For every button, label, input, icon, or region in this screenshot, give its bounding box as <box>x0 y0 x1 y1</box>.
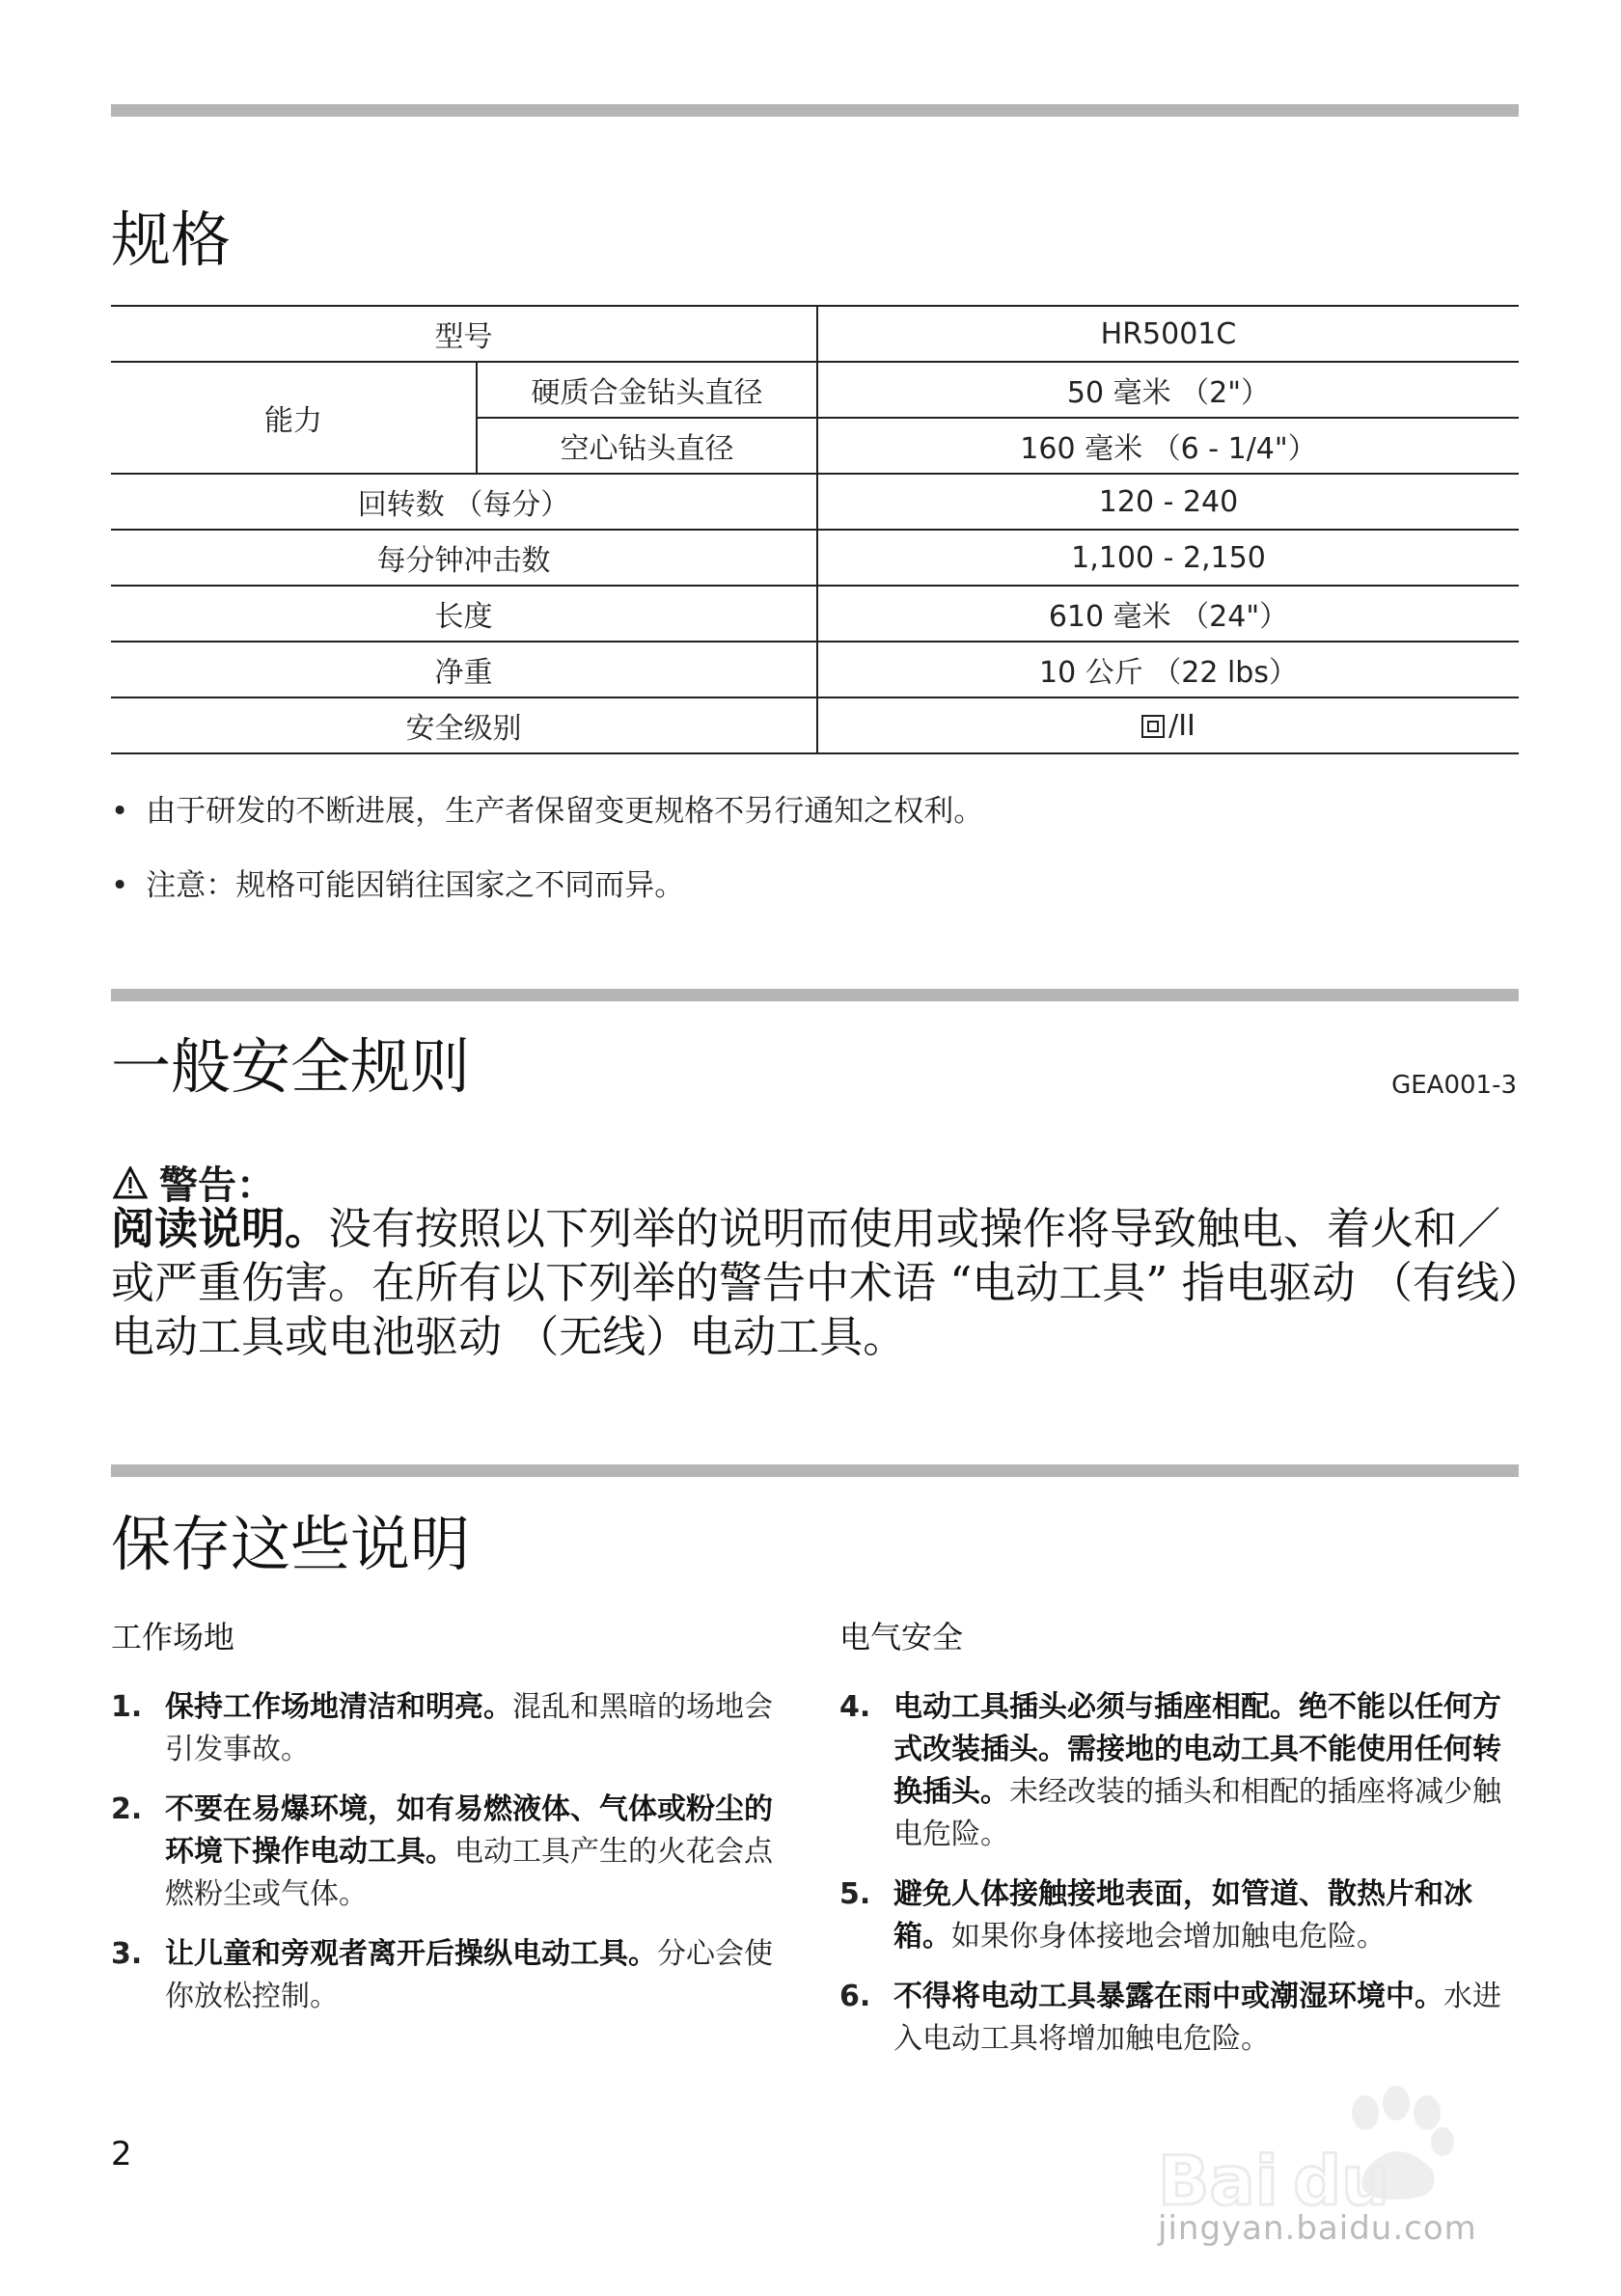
warning-triangle-icon <box>113 1166 148 1199</box>
item-number: 4. <box>839 1690 871 1724</box>
spec-value: 50 毫米 （2"） <box>817 362 1519 418</box>
double-insulation-icon <box>1141 715 1165 738</box>
spec-value: 160 毫米 （6 - 1/4"） <box>817 418 1519 474</box>
page-number: 2 <box>111 2135 132 2173</box>
spec-value: HR5001C <box>817 306 1519 362</box>
list-item <box>839 1686 1520 1856</box>
list-item <box>111 1686 786 1771</box>
spec-value: 120 - 240 <box>817 474 1519 530</box>
document-code: GEA001-3 <box>1391 1071 1517 1100</box>
save-title: 保存这些说明 <box>111 1509 471 1579</box>
spec-label: 回转数 （每分） <box>111 474 817 530</box>
section-rule-save <box>111 1464 1519 1477</box>
work-area-heading: 工作场地 <box>111 1619 235 1655</box>
spec-table <box>111 305 1519 754</box>
general-title: 一般安全规则 <box>111 1031 471 1102</box>
table-row <box>111 474 1519 530</box>
list-item <box>111 1933 786 2018</box>
spec-label: 能力 <box>111 362 477 474</box>
spec-value: 10 公斤 （22 lbs） <box>817 642 1519 697</box>
warning-bold-lead: 阅读说明。 <box>111 1203 329 1254</box>
list-item <box>839 1976 1520 2061</box>
item-text: 让儿童和旁观者离开后操纵电动工具。分心会使你放松控制。 <box>165 1937 773 2013</box>
list-item: • 注意：规格可能因销往国家之不同而异。 <box>111 861 983 904</box>
item-number: 2. <box>111 1792 143 1826</box>
spec-value: 1,100 - 2,150 <box>817 530 1519 586</box>
safety-class-text: /II <box>1168 708 1195 743</box>
warning-label: 警告： <box>159 1163 275 1208</box>
spec-sublabel: 硬质合金钻头直径 <box>477 362 817 418</box>
table-row <box>111 306 1519 362</box>
section-rule-general <box>111 989 1519 1001</box>
svg-text:du: du <box>1293 2142 1389 2221</box>
table-row <box>111 586 1519 642</box>
item-number: 6. <box>839 1980 871 2013</box>
svg-text:Bai: Bai <box>1158 2142 1278 2221</box>
table-row <box>111 642 1519 697</box>
item-text: 保持工作场地清洁和明亮。混乱和黑暗的场地会引发事故。 <box>165 1690 773 1766</box>
item-text: 不得将电动工具暴露在雨中或潮湿环境中。水进入电动工具将增加触电危险。 <box>893 1980 1501 2056</box>
item-text: 避免人体接触接地表面，如管道、散热片和冰箱。如果你身体接地会增加触电危险。 <box>893 1877 1472 1954</box>
item-number: 5. <box>839 1877 871 1911</box>
spec-label: 净重 <box>111 642 817 697</box>
spec-sublabel: 空心钻头直径 <box>477 418 817 474</box>
work-area-column <box>111 1613 786 2036</box>
warning-paragraph <box>111 1202 1525 1364</box>
spec-notes <box>111 786 983 935</box>
item-text: 电动工具插头必须与插座相配。绝不能以任何方式改装插头。需接地的电动工具不能使用任何转换插头。未经改装的插头和相配的插座将减少触电危险。 <box>893 1690 1501 1851</box>
list-item <box>111 1789 786 1916</box>
table-row <box>111 697 1519 753</box>
item-text: 不要在易爆环境，如有易燃液体、气体或粉尘的环境下操作电动工具。电动工具产生的火花会点燃粉尘或气体。 <box>165 1792 773 1911</box>
list-item: • 由于研发的不断进展，生产者保留变更规格不另行通知之权利。 <box>111 786 983 830</box>
spec-value: 610 毫米 （24"） <box>817 586 1519 642</box>
spec-label: 长度 <box>111 586 817 642</box>
spec-title: 规格 <box>111 205 232 275</box>
spec-label: 型号 <box>111 306 817 362</box>
section-rule-spec <box>111 104 1519 117</box>
item-number: 1. <box>111 1690 143 1724</box>
list-item <box>839 1873 1520 1958</box>
item-number: 3. <box>111 1937 143 1971</box>
warning-text: 没有按照以下列举的说明而使用或操作将导致触电、着火和／或严重伤害。在所有以下列举的警告中术语 “电动工具” 指电驱动 （有线）电动工具或电池驱动 （无线）电动工具。 <box>111 1203 1522 1362</box>
spec-label: 每分钟冲击数 <box>111 530 817 586</box>
electrical-safety-column <box>839 1613 1520 2078</box>
table-row <box>111 530 1519 586</box>
spec-label: 安全级别 <box>111 697 817 753</box>
watermark-url: jingyan.baidu.com <box>1158 2209 1477 2248</box>
electrical-safety-heading: 电气安全 <box>839 1619 964 1655</box>
table-row <box>111 362 1519 418</box>
spec-value <box>817 697 1519 753</box>
